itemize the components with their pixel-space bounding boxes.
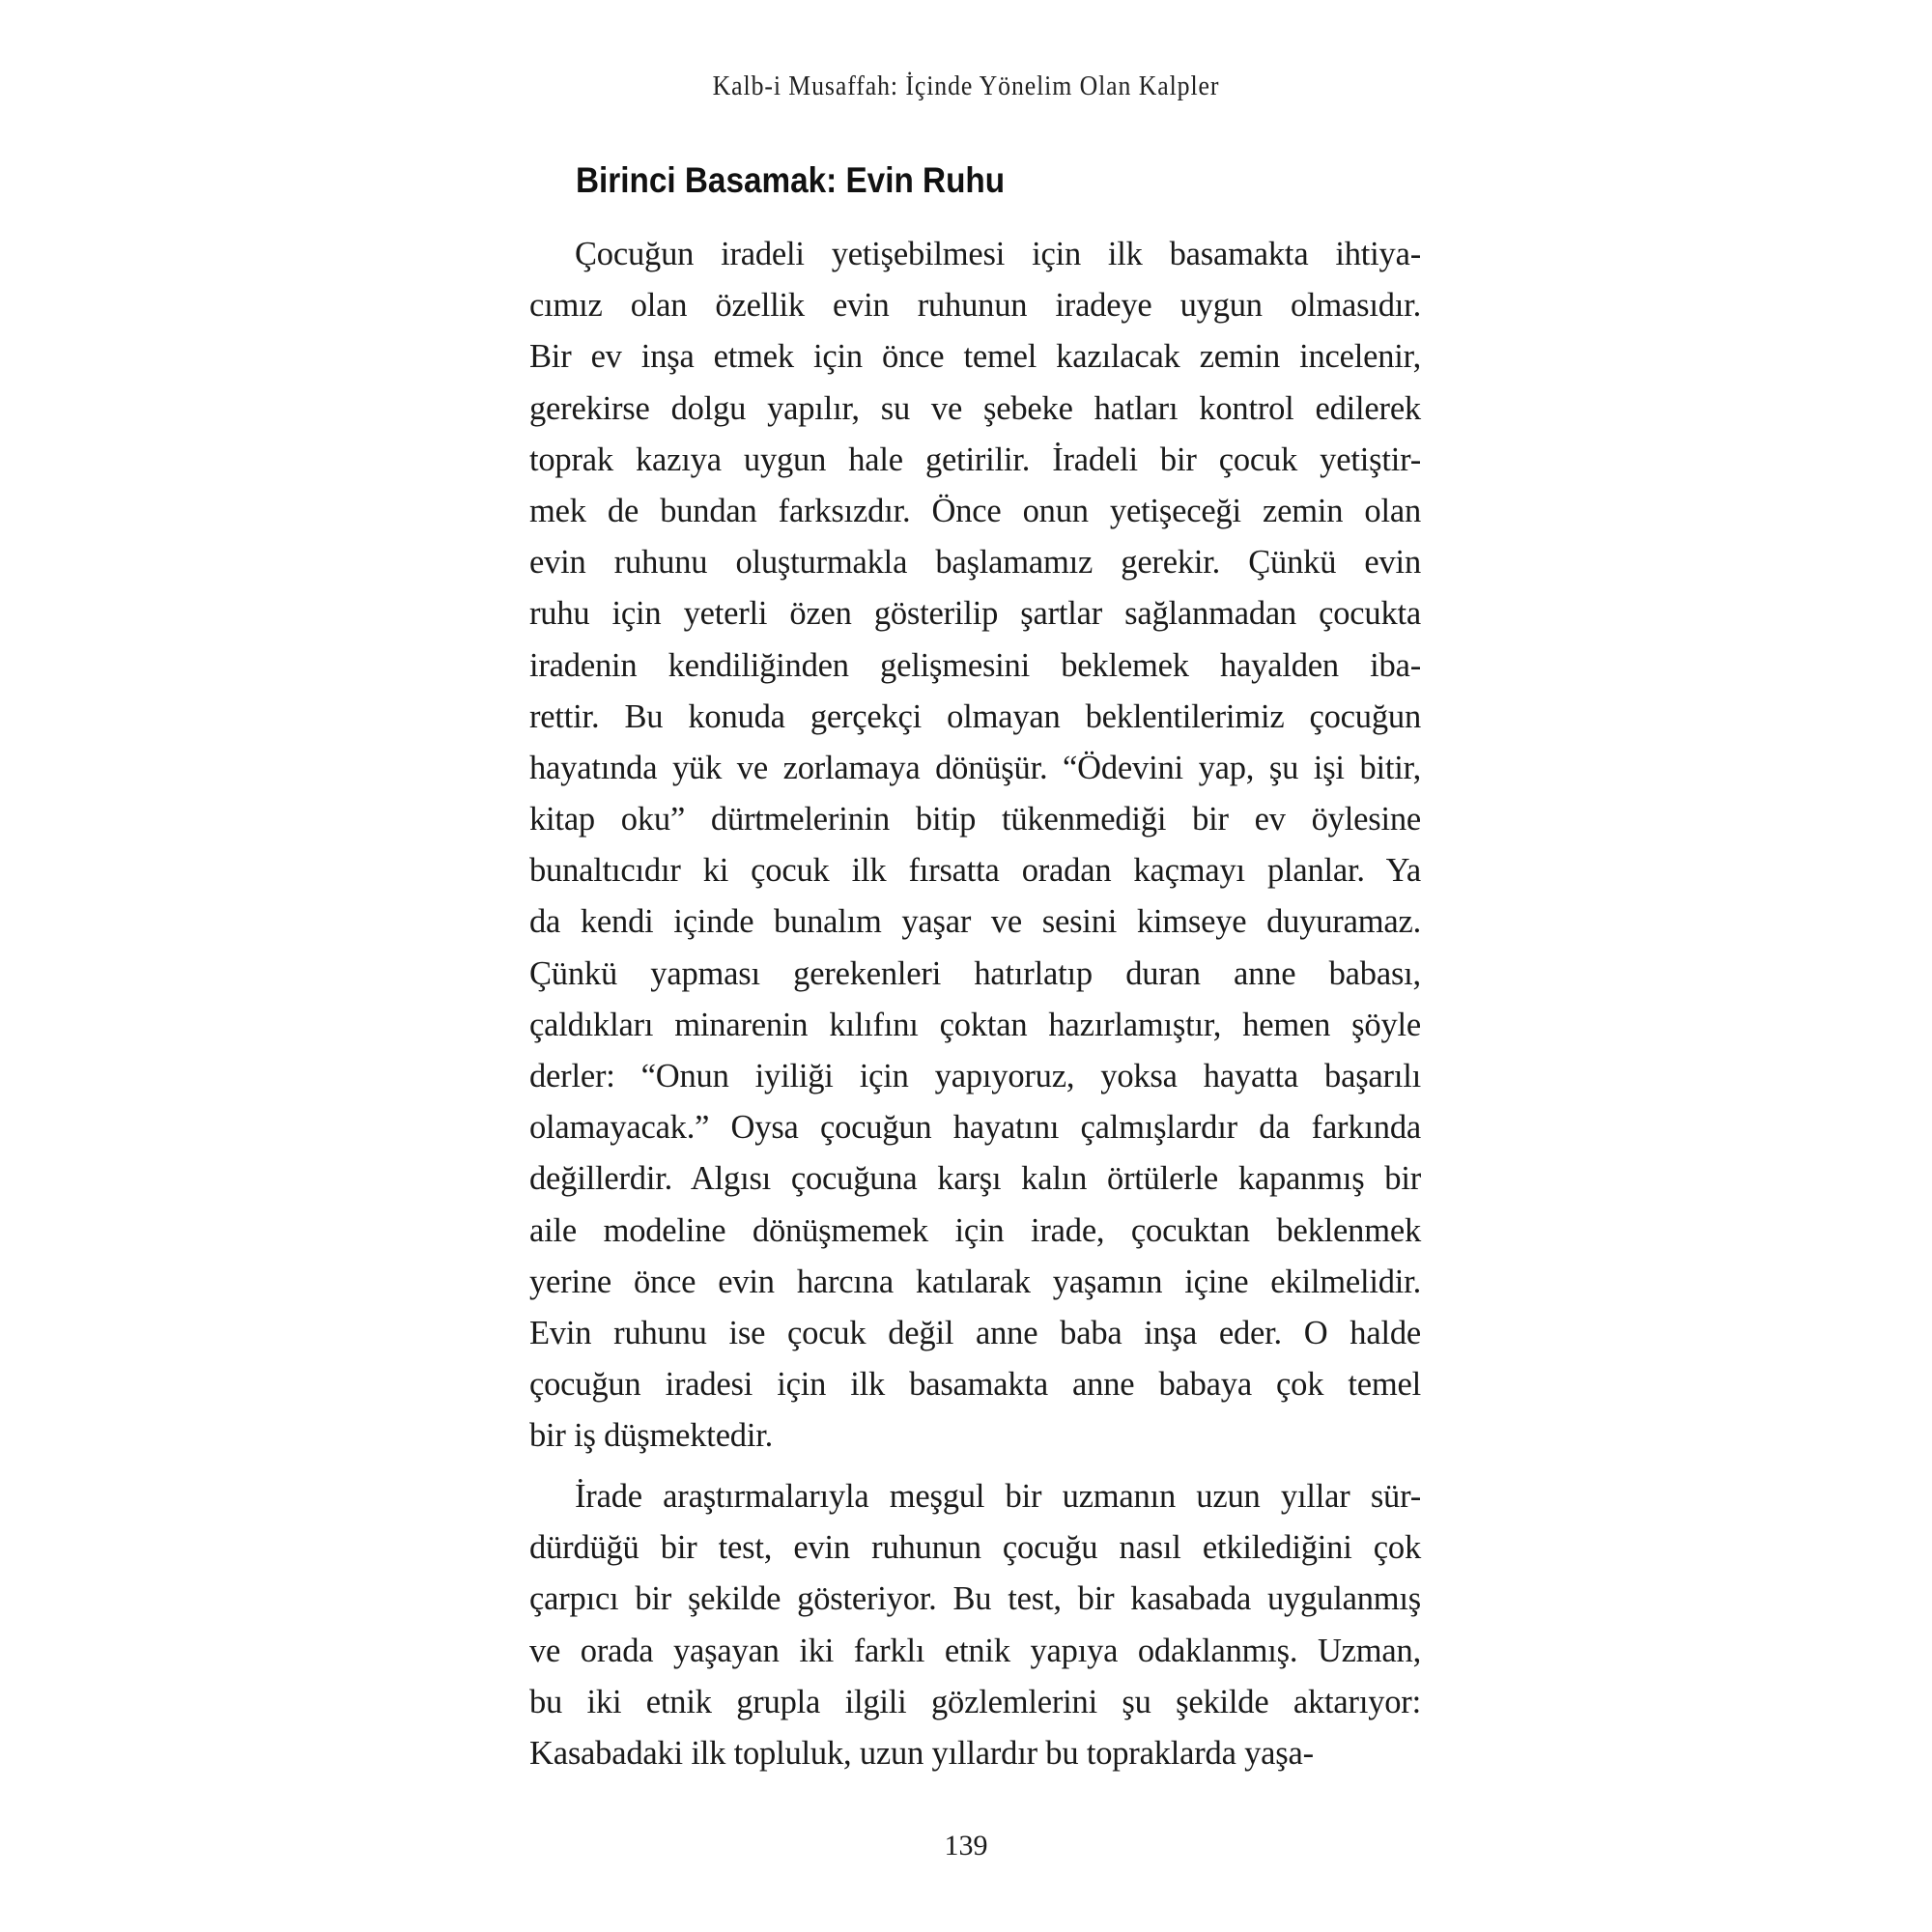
text-line: İrade araştırmalarıyla meşgul bir uzmanın uzun yıllar sür- <box>575 1478 1421 1515</box>
text-line: bu iki etnik grupla ilgili gözlemlerini şu şekilde aktarıyor: <box>529 1683 1421 1720</box>
text-line: da kendi içinde bunalım yaşar ve sesini kimseye duyuramaz. <box>529 903 1421 941</box>
text-line: bunaltıcıdır ki çocuk ilk fırsatta oradan kaçmayı planlar. Ya <box>529 852 1421 890</box>
text-line: evin ruhunu oluşturmakla başlamamız gerekir. Çünkü evin <box>529 544 1421 582</box>
section-heading: Birinci Basamak: Evin Ruhu <box>576 160 1006 200</box>
text-line: ruhu için yeterli özen gösterilip şartlar sağlanmadan çocukta <box>529 595 1421 633</box>
paragraph-2 <box>529 1471 1421 1779</box>
text-line: Çocuğun iradeli yetişebilmesi için ilk basamakta ihtiya- <box>575 236 1421 272</box>
text-line: rettir. Bu konuda gerçekçi olmayan beklentilerimiz çocuğun <box>529 697 1421 735</box>
page-number: 139 <box>944 1830 988 1861</box>
text-line: gerekirse dolgu yapılır, su ve şebeke hatları kontrol edilerek <box>529 389 1421 427</box>
text-line: Çünkü yapması gerekenleri hatırlatıp duran anne babası, <box>529 954 1421 992</box>
text-line: Bir ev inşa etmek için önce temel kazılacak zemin incelenir, <box>529 338 1421 376</box>
text-line: toprak kazıya uygun hale getirilir. İradeli bir çocuk yetiştir- <box>529 440 1421 478</box>
text-line: kitap oku” dürtmelerinin bitip tükenmediği bir ev öylesine <box>529 801 1421 838</box>
text-line: bir iş düşmektedir. <box>529 1417 774 1455</box>
text-line: ve orada yaşayan iki farklı etnik yapıya odaklanmış. Uzman, <box>529 1632 1421 1669</box>
text-line: aile modeline dönüşmemek için irade, çocuktan beklenmek <box>529 1211 1421 1249</box>
paragraph-1 <box>529 229 1421 1463</box>
text-line: olamayacak.” Oysa çocuğun hayatını çalmışlardır da farkında <box>529 1109 1421 1147</box>
text-line: iradenin kendiliğinden gelişmesini beklemek hayalden iba- <box>529 646 1421 684</box>
text-line: çocuğun iradesi için ilk basamakta anne babaya çok temel <box>529 1366 1421 1404</box>
text-line: değillerdir. Algısı çocuğuna karşı kalın örtülerle kapanmış bir <box>529 1160 1421 1198</box>
running-header: Kalb-i Musaffah: İçinde Yönelim Olan Kalpler <box>712 71 1220 101</box>
text-line: hayatında yük ve zorlamaya dönüşür. “Ödevini yap, şu işi bitir, <box>529 749 1421 786</box>
text-line: dürdüğü bir test, evin ruhunun çocuğu nasıl etkilediğini çok <box>529 1529 1421 1567</box>
text-line: çarpıcı bir şekilde gösteriyor. Bu test, bir kasabada uygulanmış <box>529 1580 1421 1618</box>
text-line: mek de bundan farksızdır. Önce onun yetişeceği zemin olan <box>529 492 1421 529</box>
text-line: derler: “Onun iyiliği için yapıyoruz, yoksa hayatta başarılı <box>529 1058 1421 1094</box>
text-line: çaldıkları minarenin kılıfını çoktan hazırlamıştır, hemen şöyle <box>529 1006 1421 1043</box>
text-line: Kasabadaki ilk topluluk, uzun yıllardır bu topraklarda yaşa- <box>529 1734 1314 1772</box>
text-line: Evin ruhunu ise çocuk değil anne baba inşa eder. O halde <box>529 1314 1421 1351</box>
text-line: cımız olan özellik evin ruhunun iradeye uygun olmasıdır. <box>529 287 1421 325</box>
text-line: yerine önce evin harcına katılarak yaşamın içine ekilmelidir. <box>529 1263 1421 1300</box>
